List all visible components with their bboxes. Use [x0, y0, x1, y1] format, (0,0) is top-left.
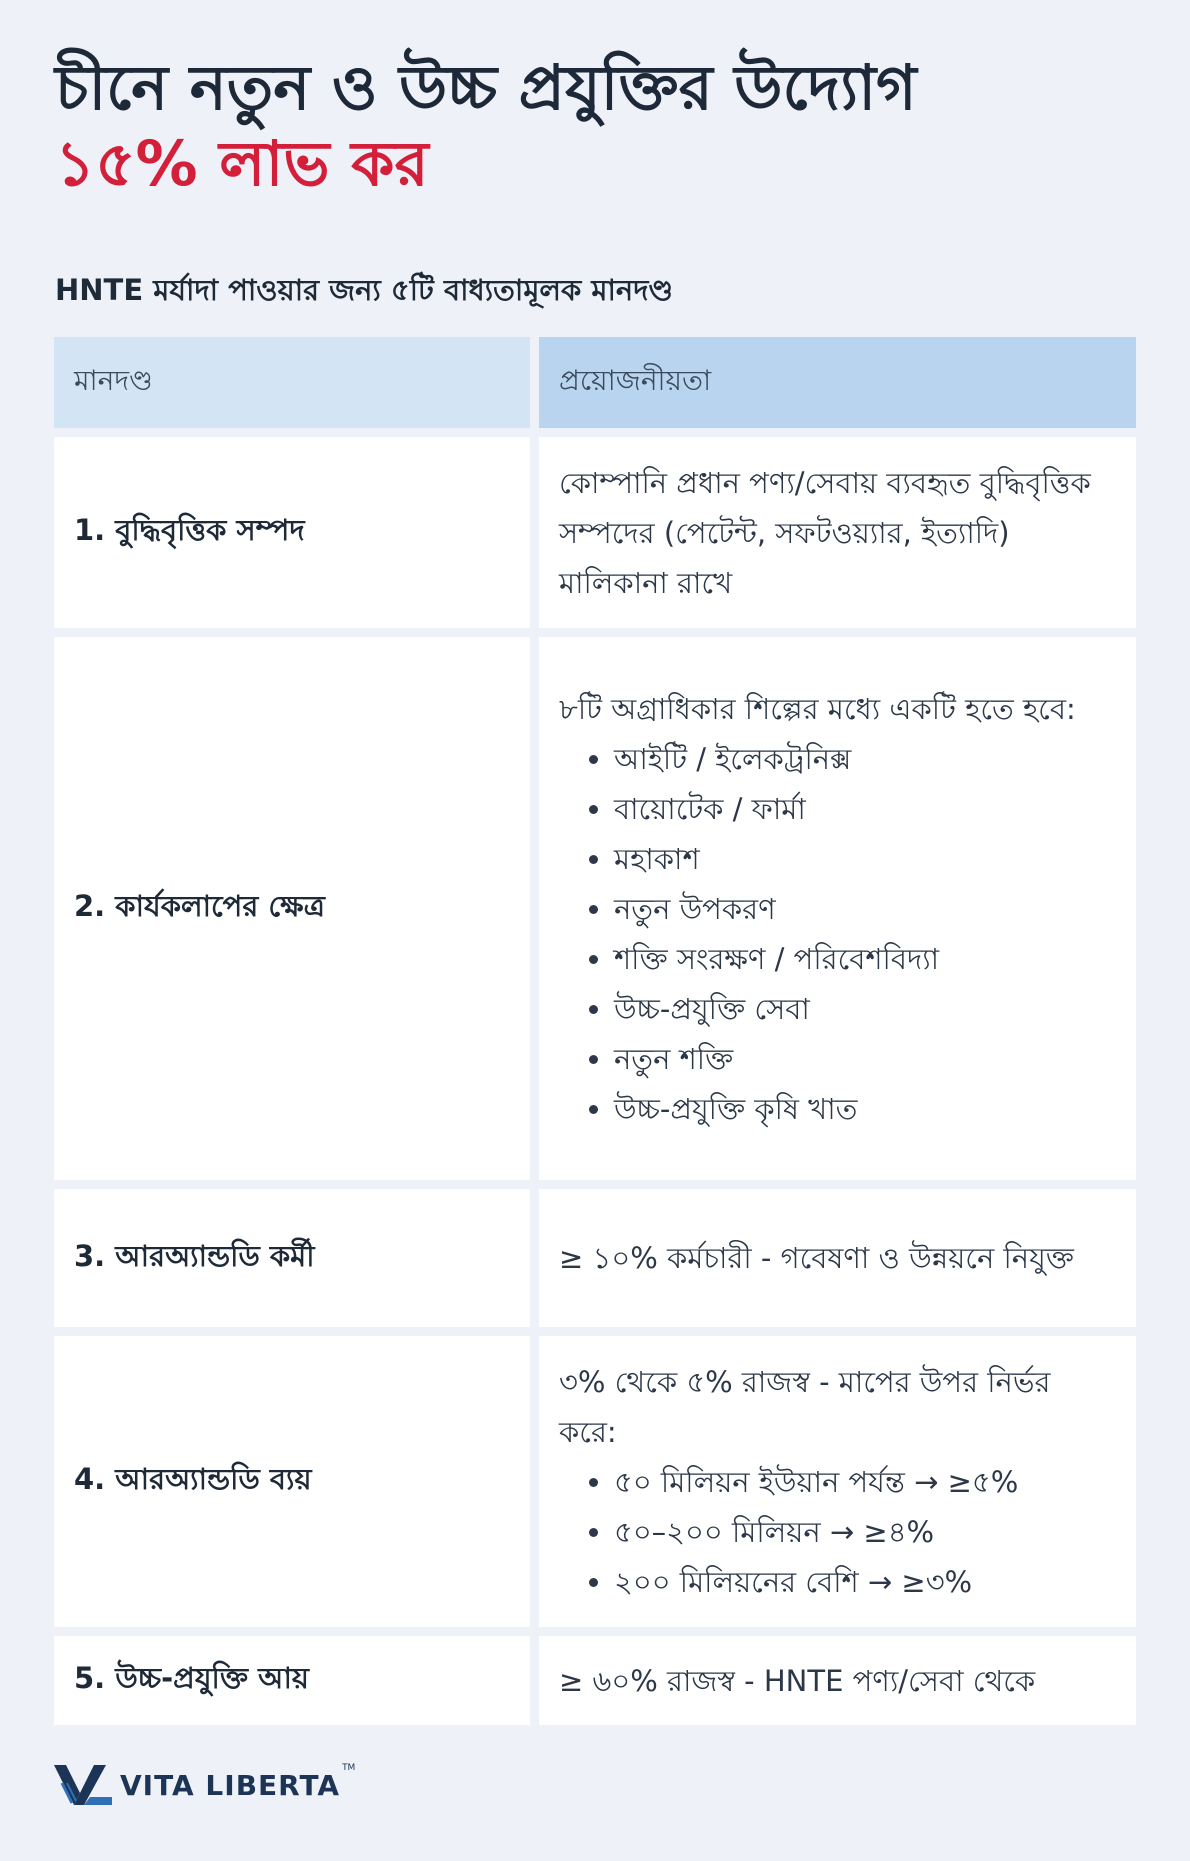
requirement-cell — [539, 637, 1136, 1180]
industry-list — [559, 734, 1116, 1134]
requirement-cell — [539, 437, 1136, 628]
criterion-cell: 5. উচ্চ-প্রযুক্তি আয় — [54, 1636, 530, 1725]
requirement-text: কোম্পানি প্রধান পণ্য/সেবায় ব্যবহৃত বুদ্ধিবৃত্তিক সম্পদের (পেটেন্ট, সফটওয়্যার, ইত্যাদি) মালিকানা রাখে — [559, 465, 1091, 600]
list-item: • নতুন শক্তি — [614, 1034, 1116, 1084]
list-item: • নতুন উপকরণ — [614, 884, 1116, 934]
table-row — [54, 637, 1136, 1180]
list-item: • উচ্চ-প্রযুক্তি সেবা — [614, 984, 1116, 1034]
criterion-cell: 3. আরঅ্যান্ডডি কর্মী — [54, 1189, 530, 1327]
table-header-row — [54, 337, 1136, 428]
trademark-mark: TM — [342, 1763, 356, 1773]
criterion-cell: 4. আরঅ্যান্ডডি ব্যয় — [54, 1336, 530, 1627]
list-item: • শক্তি সংরক্ষণ / পরিবেশবিদ্যা — [614, 934, 1116, 984]
requirement-text: ≥ ১০% কর্মচারী - গবেষণা ও উন্নয়নে নিযুক্ত — [559, 1241, 1074, 1275]
header-criterion: মানদণ্ড — [54, 337, 530, 428]
requirement-cell — [539, 1189, 1136, 1327]
requirement-text: ≥ ৬০% রাজস্ব - HNTE পণ্য/সেবা থেকে — [559, 1663, 1036, 1698]
list-item: • ২০০ মিলিয়নের বেশি → ≥৩% — [614, 1557, 1116, 1607]
brand-logo — [54, 1763, 355, 1807]
vl-monogram-icon — [54, 1763, 112, 1807]
title-line-1: চীনে নতুন ও উচ্চ প্রযুক্তির উদ্যোগ — [55, 51, 917, 124]
list-item: • ৫০–২০০ মিলিয়ন → ≥৪% — [614, 1507, 1116, 1557]
list-item: • ৫০ মিলিয়ন ইউয়ান পর্যন্ত → ≥৫% — [614, 1457, 1116, 1507]
criterion-cell: 1. বুদ্ধিবৃত্তিক সম্পদ — [54, 437, 530, 628]
list-item: • বায়োটেক / ফার্মা — [614, 784, 1116, 834]
list-item: • উচ্চ-প্রযুক্তি কৃষি খাত — [614, 1084, 1116, 1134]
requirement-cell — [539, 1336, 1136, 1627]
criteria-table — [54, 337, 1136, 1734]
requirement-text: ৮টি অগ্রাধিকার শিল্পের মধ্যে একটি হতে হবে: — [559, 691, 1076, 726]
table-row — [54, 1189, 1136, 1327]
table-row — [54, 1336, 1136, 1627]
spend-tier-list — [559, 1457, 1116, 1607]
list-item: • আইটি / ইলেকট্রনিক্স — [614, 734, 1116, 784]
page-subtitle: HNTE মর্যাদা পাওয়ার জন্য ৫টি বাধ্যতামূলক মানদণ্ড — [55, 273, 674, 307]
table-row — [54, 437, 1136, 628]
requirement-cell — [539, 1636, 1136, 1725]
requirement-text: ৩% থেকে ৫% রাজস্ব - মাপের উপর নির্ভর করে: — [559, 1364, 1051, 1449]
logo-text: VITA LIBERTA — [120, 1768, 341, 1802]
table-row — [54, 1636, 1136, 1725]
criterion-cell: 2. কার্যকলাপের ক্ষেত্র — [54, 637, 530, 1180]
page-title — [55, 50, 1135, 201]
title-line-2: ১৫% লাভ কর — [55, 126, 429, 200]
header-requirement: প্রয়োজনীয়তা — [539, 337, 1136, 428]
list-item: • মহাকাশ — [614, 834, 1116, 884]
